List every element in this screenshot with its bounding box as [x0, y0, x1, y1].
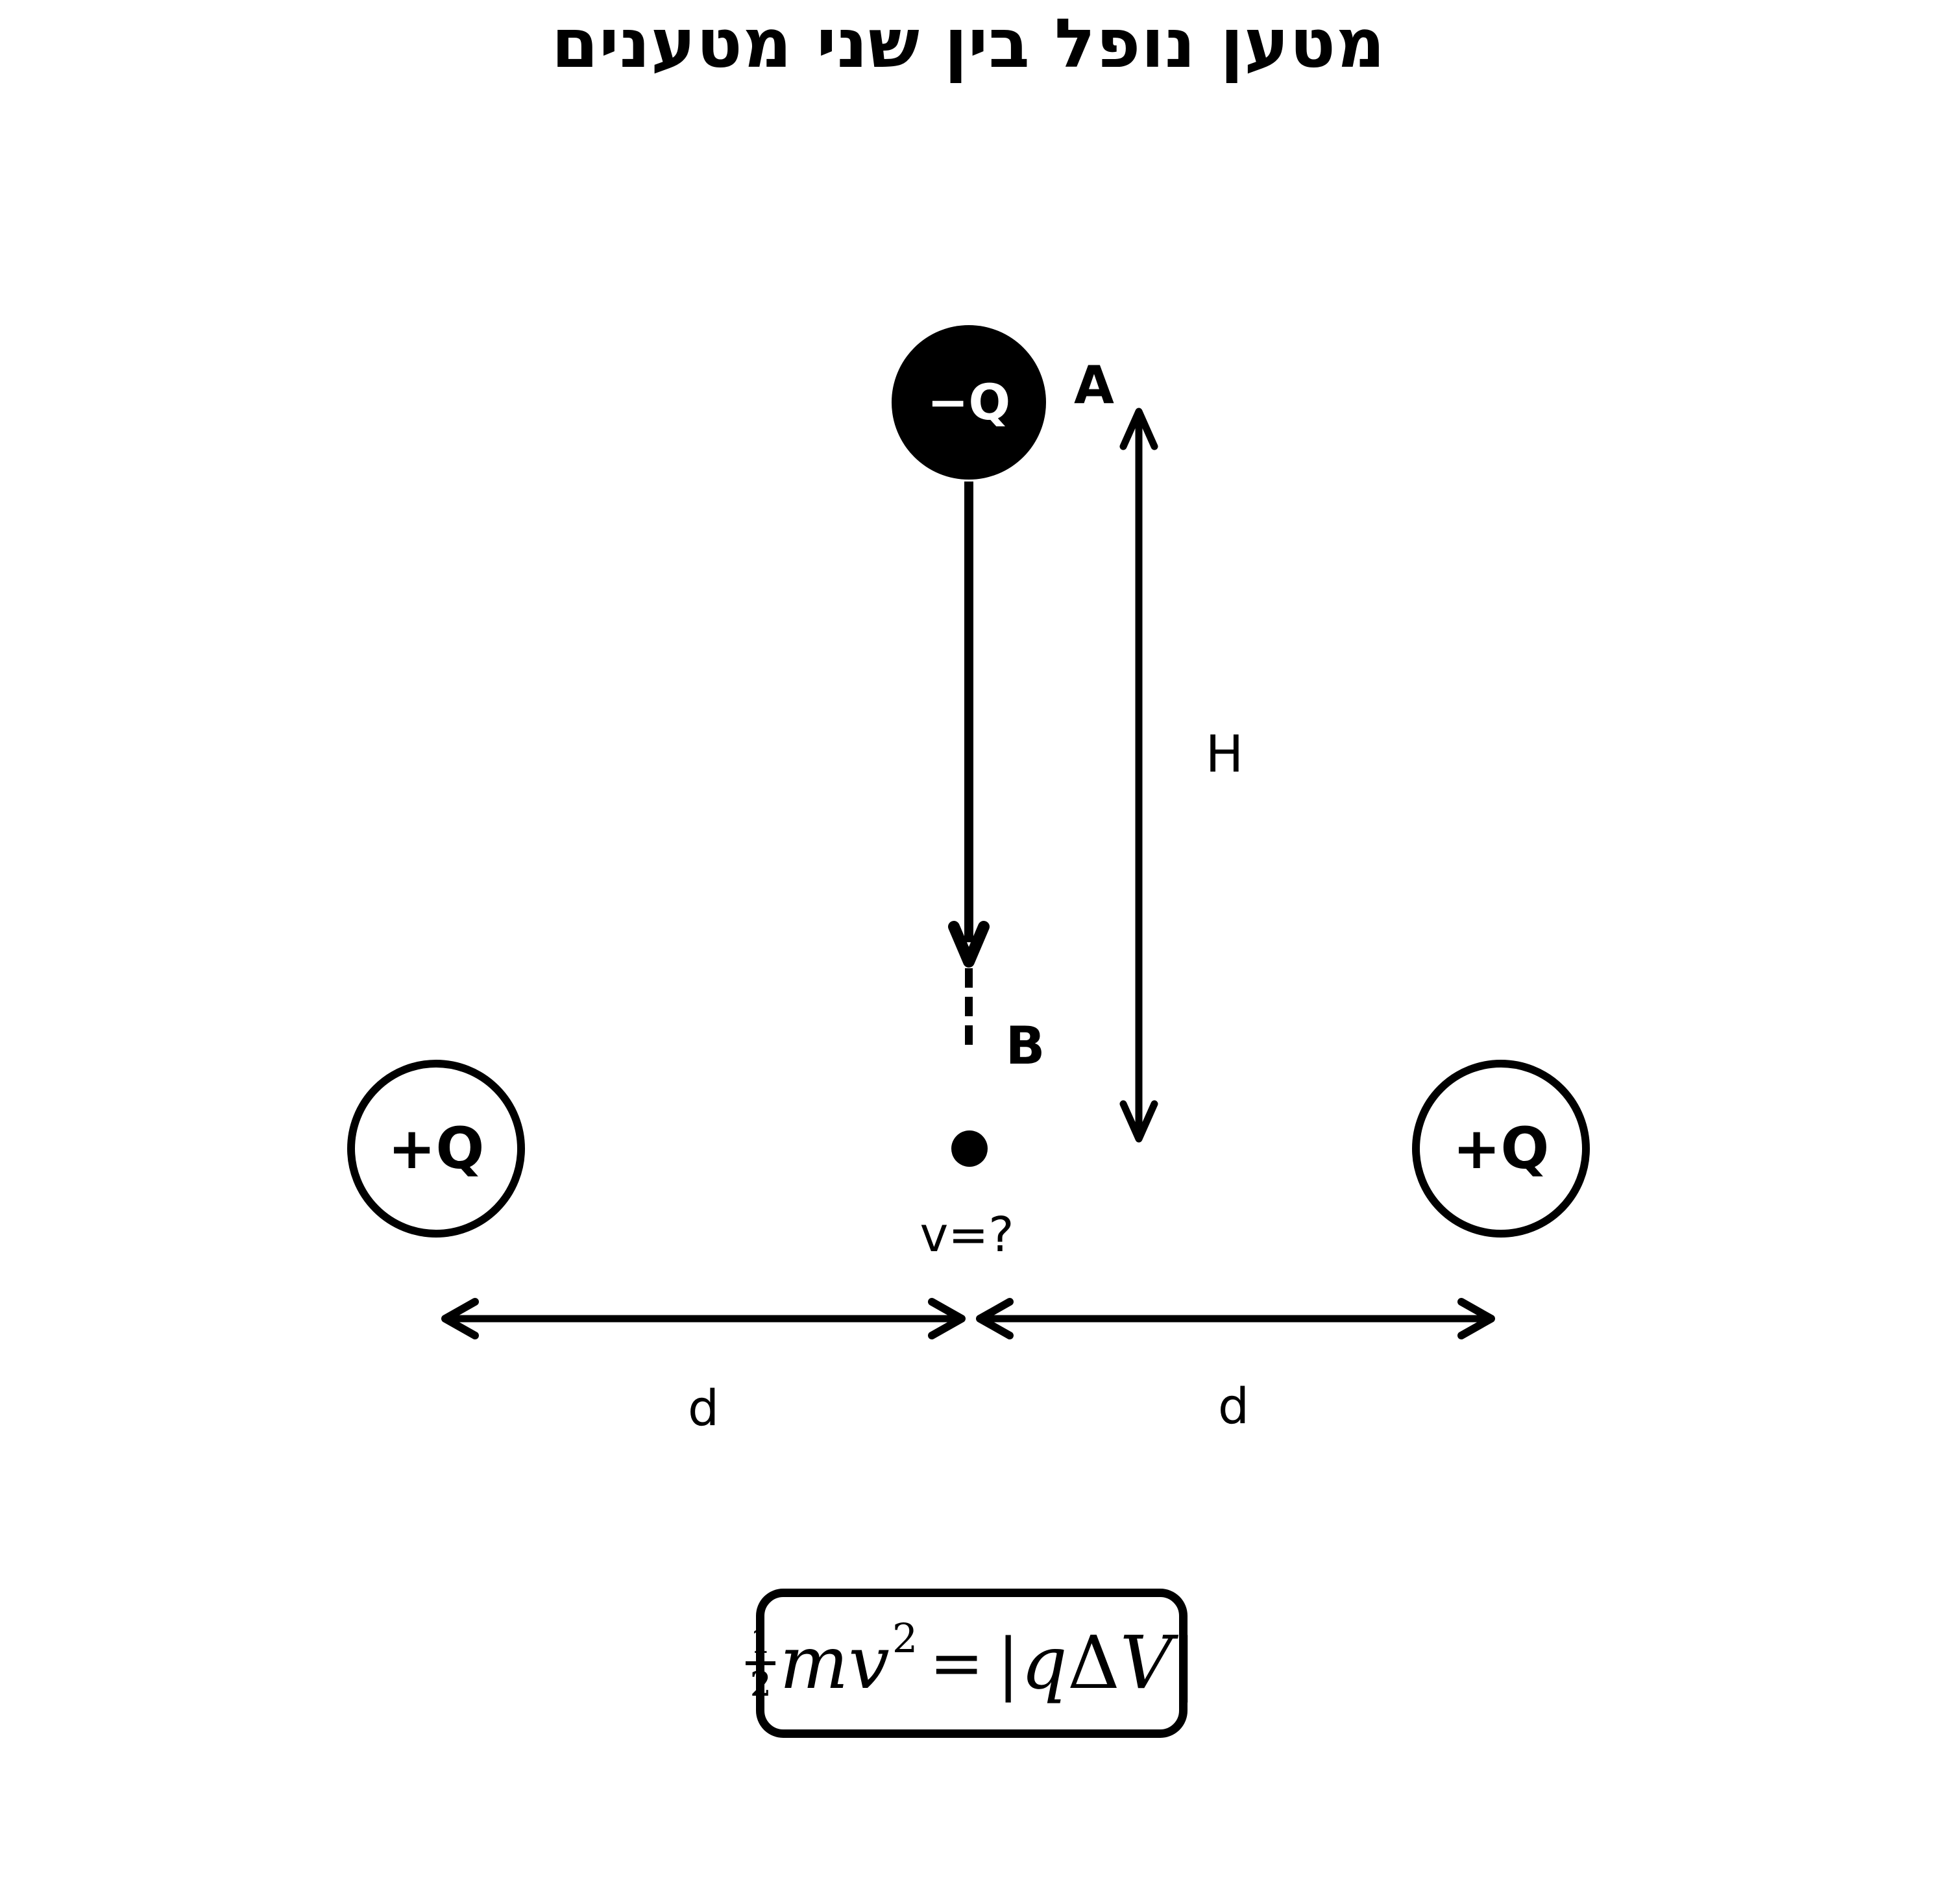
point-a-label: A [1074, 355, 1114, 415]
abs-close-bar: | [1173, 1624, 1197, 1703]
velocity-exponent: 2 [892, 1615, 918, 1662]
charge-term: q [1021, 1621, 1067, 1705]
distance-arrow-left [445, 1302, 962, 1336]
height-arrow [1123, 411, 1154, 1139]
fraction-denominator: 2 [749, 1665, 772, 1704]
abs-open-bar: | [997, 1624, 1020, 1703]
point-b-dot [951, 1130, 988, 1167]
right-charge-label: +Q [1452, 1115, 1550, 1182]
height-label: H [1205, 726, 1244, 784]
fraction-numerator: 1 [749, 1622, 772, 1661]
falling-charge-label: −Q [927, 373, 1011, 431]
page-title: מטען נופל בין שני מטענים [551, 4, 1386, 83]
potential-term: V [1119, 1621, 1173, 1705]
formula-box [749, 1589, 1197, 1738]
delta-symbol: Δ [1067, 1621, 1120, 1705]
mass-velocity-term: mv [779, 1621, 890, 1705]
distance-left-label: d [687, 1379, 720, 1437]
equals-sign: = [929, 1625, 984, 1701]
energy-formula [746, 1615, 1197, 1705]
point-b-label: B [1005, 1016, 1045, 1076]
velocity-label: v=? [920, 1207, 1014, 1263]
distance-right-label: d [1217, 1377, 1250, 1435]
distance-arrow-right [980, 1302, 1491, 1336]
one-half-fraction [746, 1622, 775, 1704]
left-charge-label: +Q [387, 1115, 485, 1182]
